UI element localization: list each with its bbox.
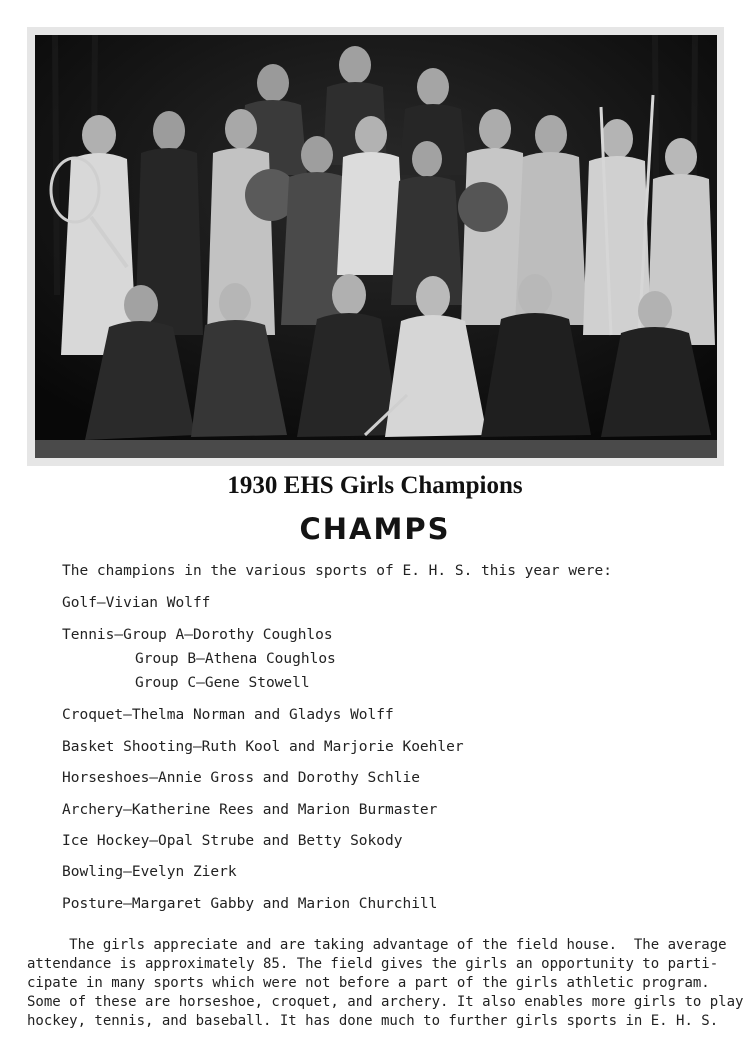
paragraph-line: cipate in many sports which were not before a part of the girls athletic program.: [27, 975, 710, 991]
champion-tennis-c: Group C—Gene Stowell: [135, 675, 310, 691]
page-title: CHAMPS: [299, 512, 451, 546]
champion-horseshoes: Horseshoes—Annie Gross and Dorothy Schlie: [62, 770, 420, 786]
paragraph-line: Some of these are horseshoe, croquet, and archery. It also enables more girls to play: [27, 994, 744, 1010]
champion-bowling: Bowling—Evelyn Zierk: [62, 864, 237, 880]
champion-archery: Archery—Katherine Rees and Marion Burmaster: [62, 802, 438, 818]
champion-golf: Golf—Vivian Wolff: [62, 595, 211, 611]
team-photo: [35, 35, 717, 458]
paragraph-line: attendance is approximately 85. The field gives the girls an opportunity to parti-: [27, 956, 719, 972]
paragraph-line: hockey, tennis, and baseball. It has done much to further girls sports in E. H. S.: [27, 1013, 719, 1029]
champion-croquet: Croquet—Thelma Norman and Gladys Wolff: [62, 707, 394, 723]
intro-line: The champions in the various sports of E. H. S. this year were:: [62, 563, 612, 579]
photo-caption: 1930 EHS Girls Champions: [227, 472, 523, 499]
paragraph-line: The girls appreciate and are taking advantage of the field house. The average: [27, 937, 727, 953]
field-house-paragraph: [27, 936, 744, 1031]
team-photo-illustration: [35, 35, 717, 458]
champion-basket-shooting: Basket Shooting—Ruth Kool and Marjorie Koehler: [62, 739, 464, 755]
champion-tennis-a: Tennis—Group A—Dorothy Coughlos: [62, 627, 333, 643]
champion-ice-hockey: Ice Hockey—Opal Strube and Betty Sokody: [62, 833, 403, 849]
champion-tennis-b: Group B—Athena Coughlos: [135, 651, 336, 667]
champion-posture: Posture—Margaret Gabby and Marion Churchill: [62, 896, 438, 912]
